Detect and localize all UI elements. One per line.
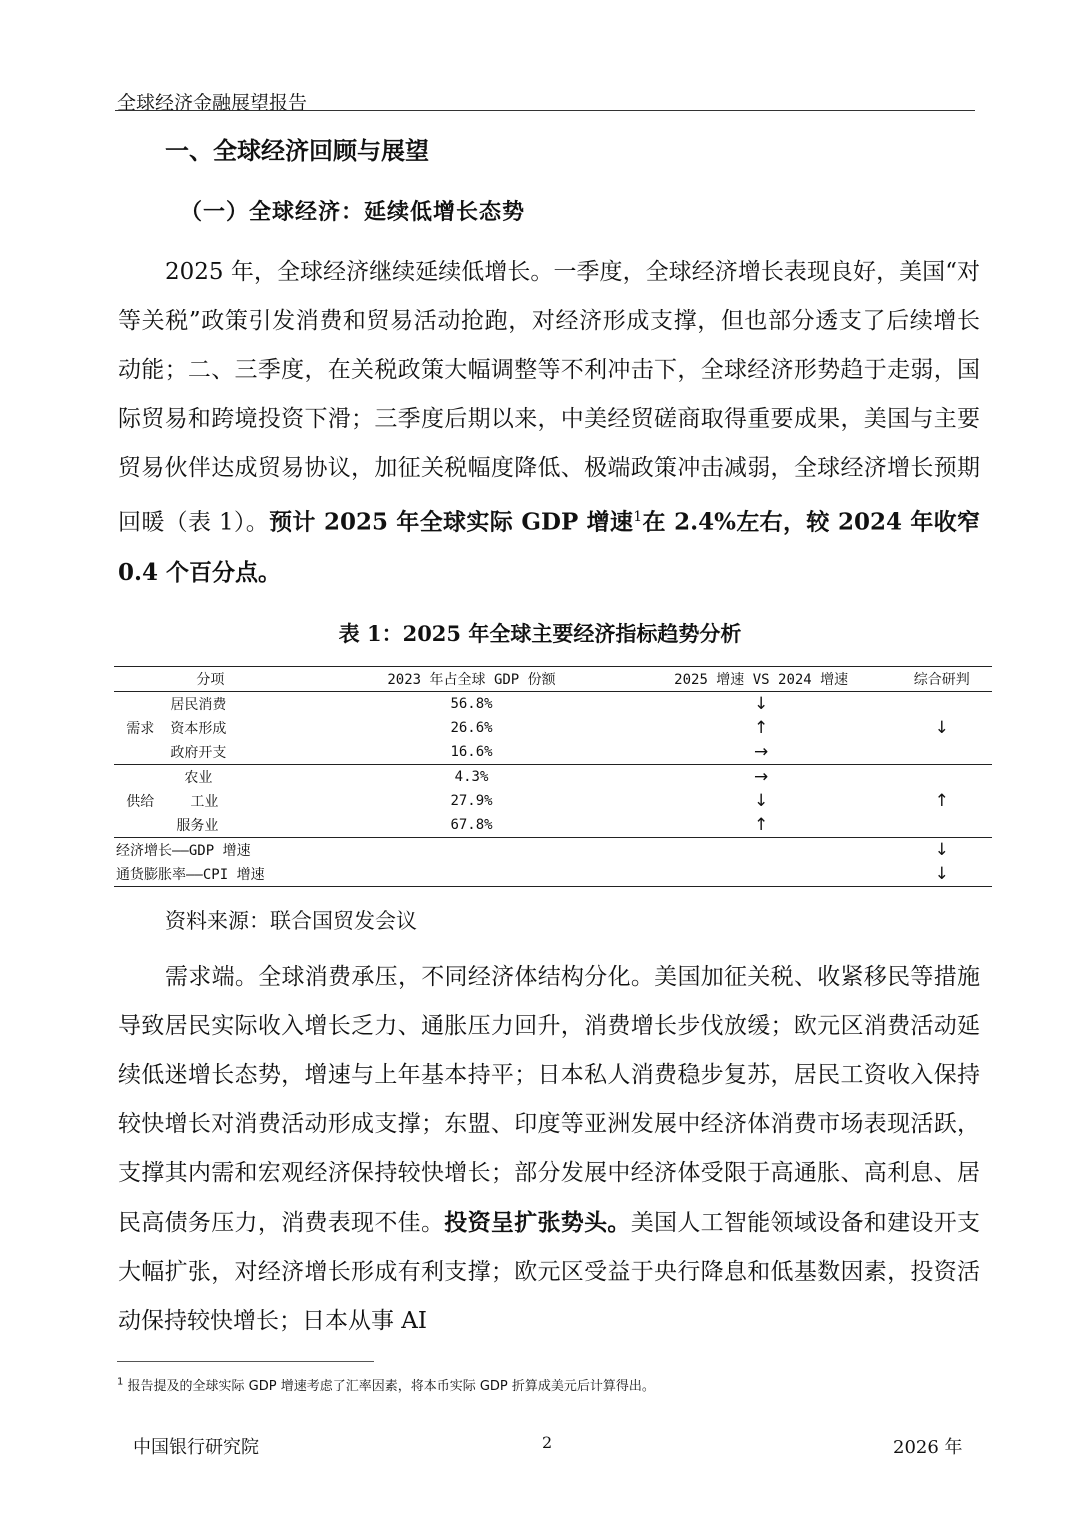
trend-arrow-icon: ↓ (754, 694, 769, 714)
row-item: 农业 (166, 765, 312, 790)
data-source: 资料来源：联合国贸发会议 (165, 909, 417, 933)
trend-arrow-icon: ↓ (754, 791, 769, 811)
row-share: 4.3% (312, 765, 631, 790)
footer-year: 2026 年 (893, 1437, 963, 1458)
trend-arrow-icon: → (754, 742, 769, 762)
row-item: 资本形成 (170, 721, 227, 737)
section-heading: 一、全球经济回顾与展望 (165, 137, 429, 165)
paragraph-global-economy (118, 248, 980, 598)
indicator-table (114, 666, 992, 887)
footnote-number: 1 (117, 1376, 124, 1388)
verdict-arrow-icon: ↓ (892, 862, 993, 887)
verdict-arrow-icon: ↓ (892, 838, 993, 863)
header-share: 2023 年占全球 GDP 份额 (312, 667, 631, 692)
row-item: 服务业 (176, 818, 219, 834)
paragraph-text-2: 美国人工智能领域设备和建设开支大幅扩张，对经济增长形成有利支撑；欧元区受益于央行降息和低基数因素，投资活动保持较快增长；日本从事 AI (118, 1210, 981, 1334)
row-share: 67.8% (450, 817, 493, 833)
table-row (114, 692, 992, 717)
header-verdict: 综合研判 (892, 667, 993, 692)
footnote-reference[interactable]: 1 (633, 509, 643, 525)
footer-organization: 中国银行研究院 (133, 1437, 259, 1458)
header-item: 分项 (166, 667, 312, 692)
table-row (114, 838, 992, 863)
group-label: 需求 (126, 721, 155, 737)
gdp-forecast-text: 预计 2025 年全球实际 GDP 增速 (269, 508, 634, 536)
paragraph-text: 2025 年，全球经济继续延续低增长。一季度，全球经济增长表现良好，美国“对等关税”政策引发消费和贸易活动抢跑，对经济形成支撑，但也部分透支了后续增长动能；二、三季度，在关税政策大幅调整等不利冲击下，全球经济形势趋于走弱，国际贸易和跨境投资下滑；三季度后期以来，中美经贸磋商取得重要成果，美国与主要贸易伙伴达成贸易协议，加征关税幅度降低、极端政策冲击减弱，全球经济增长预期回暖（表 1）。 (118, 259, 980, 536)
row-share: 26.6% (450, 720, 493, 736)
table-row (114, 740, 992, 765)
footnote (117, 1375, 655, 1394)
footnote-text: 报告提及的全球实际 GDP 增速考虑了汇率因素，将本币实际 GDP 折算成美元后计算得出。 (123, 1379, 655, 1394)
paragraph-demand-side (118, 953, 980, 1346)
investment-highlight: 投资呈扩张势头。 (444, 1209, 631, 1236)
group-label: 供给 (114, 765, 166, 838)
running-header-title: 全球经济金融展望报告 (117, 92, 308, 114)
row-item: 政府开支 (170, 745, 227, 761)
row-item: 居民消费 (170, 697, 227, 713)
table-caption: 表 1：2025 年全球主要经济指标趋势分析 (338, 621, 742, 646)
row-share: 56.8% (450, 696, 493, 712)
table-row (114, 716, 992, 740)
verdict-arrow-icon: ↓ (934, 718, 949, 738)
page-number: 2 (542, 1433, 553, 1452)
row-item: 工业 (190, 794, 219, 810)
trend-arrow-icon: ↑ (754, 815, 769, 835)
row-share: 27.9% (450, 793, 493, 809)
header-trend: 2025 增速 VS 2024 增速 (631, 667, 892, 692)
summary-label: 通货膨胀率——CPI 增速 (114, 862, 892, 887)
footnote-rule (117, 1361, 374, 1362)
paragraph-text: 需求端。全球消费承压，不同经济体结构分化。美国加征关税、收紧移民等措施导致居民实际收入增长乏力、通胀压力回升，消费增长步伐放缓；欧元区消费活动延续低迷增长态势，增速与上年基本持平；日本私人消费稳步复苏，居民工资收入保持较快增长对消费活动形成支撑；东盟、印度等亚洲发展中经济体消费市场表现活跃，支撑其内需和宏观经济保持较快增长；部分发展中经济体受限于高通胀、高利息、居民高债务压力，消费表现不佳。 (118, 964, 980, 1236)
trend-arrow-icon: ↑ (754, 718, 769, 738)
gdp-forecast-text-2: 在 2.4%左右，较 2024 年收窄 0.4 个百分点。 (118, 508, 980, 586)
table-row (114, 789, 992, 813)
subsection-heading: （一）全球经济：延续低增长态势 (180, 200, 526, 225)
table-row (114, 765, 992, 790)
table-header-row (114, 667, 992, 692)
row-share: 16.6% (450, 744, 493, 760)
header-rule (115, 110, 975, 111)
verdict-arrow-icon: ↑ (892, 765, 993, 838)
summary-label: 经济增长——GDP 增速 (114, 838, 892, 863)
table-row (114, 862, 992, 887)
table-row (114, 813, 992, 838)
trend-arrow-icon: → (631, 765, 892, 790)
